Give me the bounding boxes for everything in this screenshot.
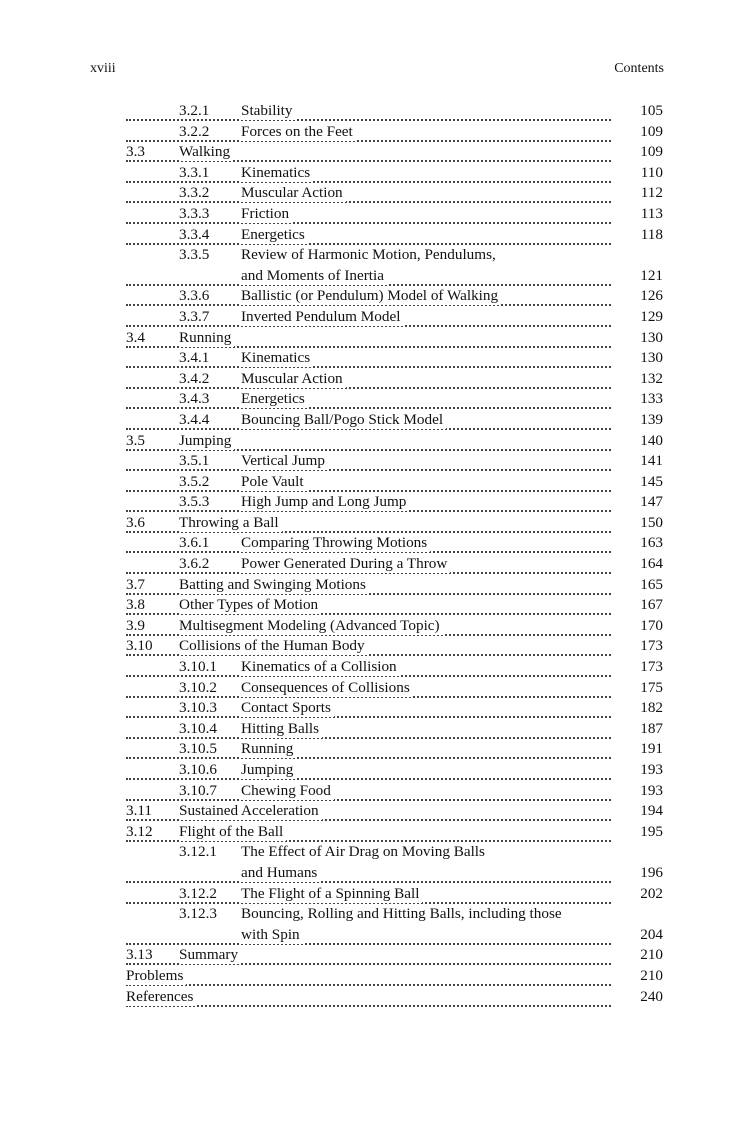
table-of-contents — [126, 101, 663, 1007]
section-number: 3.4.2 — [179, 369, 210, 387]
section-title: and Humans — [241, 864, 320, 882]
section-title: Hitting Balls — [241, 720, 322, 738]
section-number: 3.12 — [126, 822, 153, 840]
toc-entry[interactable] — [126, 328, 663, 349]
section-number: 3.3.6 — [179, 287, 210, 305]
page-number: 150 — [636, 514, 663, 532]
section-title: Bouncing Ball/Pogo Stick Model — [241, 411, 446, 429]
page-number: 118 — [637, 226, 663, 244]
section-number: 3.3.5 — [179, 246, 210, 264]
section-number: 3.12.1 — [179, 843, 217, 861]
toc-entry[interactable] — [126, 554, 663, 575]
toc-entry[interactable] — [126, 204, 663, 225]
section-number: 3.10.5 — [179, 740, 217, 758]
page-number: 173 — [636, 637, 663, 655]
section-title: Kinematics of a Collision — [241, 658, 400, 676]
section-title: The Effect of Air Drag on Moving Balls — [241, 843, 488, 861]
page-number: 113 — [637, 205, 663, 223]
toc-entry[interactable] — [126, 575, 663, 596]
section-title: Throwing a Ball — [179, 514, 282, 532]
toc-entry[interactable] — [126, 245, 663, 266]
toc-entry[interactable] — [126, 101, 663, 122]
section-number: 3.10.3 — [179, 699, 217, 717]
section-title: Contact Sports — [241, 699, 334, 717]
section-title: with Spin — [241, 926, 303, 944]
section-title: Kinematics — [241, 164, 313, 182]
section-number: 3.5.2 — [179, 472, 210, 490]
section-title: Batting and Swinging Motions — [179, 576, 369, 594]
section-title: and Moments of Inertia — [241, 267, 387, 285]
page-number: 165 — [636, 576, 663, 594]
page-number: 193 — [636, 761, 663, 779]
section-number: 3.3.4 — [179, 225, 210, 243]
page-number: 132 — [636, 370, 663, 388]
section-title: Consequences of Collisions — [241, 679, 413, 697]
section-title: Bouncing, Rolling and Hitting Balls, including those — [241, 905, 565, 923]
section-number: 3.2.1 — [179, 102, 210, 119]
page-number: 173 — [636, 658, 663, 676]
toc-entry[interactable] — [126, 801, 663, 822]
page-number: 109 — [636, 143, 663, 161]
toc-entry[interactable] — [126, 904, 663, 925]
toc-entry[interactable] — [126, 966, 663, 987]
section-number: 3.12.3 — [179, 905, 217, 923]
section-title: Chewing Food — [241, 782, 334, 800]
page-number: 140 — [636, 432, 663, 450]
section-title: Sustained Acceleration — [179, 802, 322, 820]
page-number: 105 — [636, 102, 663, 120]
toc-entry[interactable] — [126, 369, 663, 390]
section-number: 3.10.2 — [179, 678, 217, 696]
section-number: 3.3 — [126, 143, 145, 161]
page-number: 130 — [636, 349, 663, 367]
toc-entry[interactable] — [126, 945, 663, 966]
section-title: Running — [179, 329, 234, 347]
section-number: 3.5.1 — [179, 452, 210, 470]
section-title: Vertical Jump — [241, 452, 328, 470]
page-number: 139 — [636, 411, 663, 429]
section-number: 3.5.3 — [179, 493, 210, 511]
toc-entry[interactable] — [126, 739, 663, 760]
toc-entry[interactable] — [126, 492, 663, 513]
page-number: 202 — [636, 885, 663, 903]
toc-entry[interactable] — [126, 513, 663, 534]
section-title: Inverted Pendulum Model — [241, 308, 403, 326]
section-title: Summary — [179, 946, 241, 964]
section-title: Flight of the Ball — [179, 823, 286, 841]
section-number: 3.4.3 — [179, 390, 210, 408]
section-number: 3.6 — [126, 513, 145, 531]
toc-entry[interactable] — [126, 533, 663, 554]
section-title: Stability — [241, 102, 295, 120]
section-title: Power Generated During a Throw — [241, 555, 450, 573]
section-title: Review of Harmonic Motion, Pendulums, — [241, 246, 499, 264]
page-number: 175 — [636, 679, 663, 697]
section-number: 3.4.1 — [179, 349, 210, 367]
section-title: Problems — [126, 967, 186, 985]
toc-entry[interactable] — [126, 142, 663, 163]
toc-entry[interactable] — [126, 595, 663, 616]
section-title: High Jump and Long Jump — [241, 493, 409, 511]
section-number: 3.11 — [126, 802, 153, 820]
toc-entry[interactable] — [126, 389, 663, 410]
section-number: 3.10.1 — [179, 658, 217, 676]
page-number: 195 — [636, 823, 663, 841]
page-number: 145 — [636, 473, 663, 491]
page-number: 182 — [636, 699, 663, 717]
page-number: 204 — [636, 926, 663, 944]
section-number: 3.10.6 — [179, 761, 217, 778]
toc-entry[interactable] — [126, 657, 663, 678]
page-number: 126 — [636, 287, 663, 305]
page-number: 164 — [636, 555, 663, 573]
toc-entry[interactable] — [126, 925, 663, 946]
page-number: 194 — [636, 802, 663, 820]
section-number: 3.9 — [126, 616, 145, 634]
page-number: 191 — [636, 740, 663, 758]
page-number: 163 — [636, 534, 663, 552]
toc-entry[interactable] — [126, 678, 663, 699]
page-number: 109 — [636, 123, 663, 141]
section-number: 3.3.2 — [179, 184, 210, 202]
toc-entry[interactable] — [126, 781, 663, 802]
toc-entry[interactable] — [126, 163, 663, 184]
section-title: Pole Vault — [241, 473, 307, 491]
page-number: 129 — [636, 308, 663, 326]
section-title: Friction — [241, 205, 292, 223]
page-number: 110 — [637, 164, 663, 182]
page-number: 141 — [636, 452, 663, 470]
toc-entry[interactable] — [126, 616, 663, 637]
toc-entry[interactable] — [126, 348, 663, 369]
running-header-page-number: xviii — [90, 61, 116, 76]
section-title: Other Types of Motion — [179, 596, 321, 614]
section-title: Multisegment Modeling (Advanced Topic) — [179, 617, 443, 635]
toc-entry[interactable] — [126, 431, 663, 452]
section-number: 3.10.4 — [179, 719, 217, 737]
dot-leader — [126, 877, 611, 883]
section-title: Energetics — [241, 226, 308, 244]
toc-entry[interactable] — [126, 307, 663, 328]
section-title: Forces on the Feet — [241, 123, 356, 141]
toc-entry[interactable] — [126, 987, 663, 1008]
toc-entry[interactable] — [126, 760, 663, 781]
running-header-title: Contents — [614, 61, 664, 76]
section-title: Energetics — [241, 390, 308, 408]
section-number: 3.5 — [126, 431, 145, 449]
section-title: The Flight of a Spinning Ball — [241, 885, 422, 903]
toc-entry[interactable] — [126, 183, 663, 204]
page-number: 196 — [636, 864, 663, 882]
section-number: 3.4.4 — [179, 410, 210, 428]
section-number: 3.6.1 — [179, 534, 210, 552]
section-number: 3.6.2 — [179, 555, 210, 573]
page-number: 147 — [636, 493, 663, 511]
toc-entry[interactable] — [126, 451, 663, 472]
section-number: 3.12.2 — [179, 884, 217, 902]
toc-entry[interactable] — [126, 266, 663, 287]
toc-entry[interactable] — [126, 822, 663, 843]
section-number: 3.3.7 — [179, 307, 210, 325]
page-number: 133 — [636, 390, 663, 408]
toc-entry[interactable] — [126, 884, 663, 905]
toc-entry[interactable] — [126, 286, 663, 307]
toc-entry[interactable] — [126, 472, 663, 493]
toc-entry[interactable] — [126, 698, 663, 719]
dot-leader — [126, 1001, 611, 1007]
section-number: 3.3.3 — [179, 204, 210, 222]
page-number: 121 — [636, 267, 663, 285]
section-number: 3.4 — [126, 328, 145, 346]
section-title: Muscular Action — [241, 370, 346, 388]
section-number: 3.10.7 — [179, 781, 217, 799]
dot-leader — [126, 980, 611, 986]
section-title: Collisions of the Human Body — [179, 637, 368, 655]
section-title: References — [126, 988, 196, 1006]
page-number: 210 — [636, 946, 663, 964]
page-number: 240 — [636, 988, 663, 1006]
section-number: 3.7 — [126, 575, 145, 593]
page-number: 112 — [637, 184, 663, 202]
section-number: 3.3.1 — [179, 163, 210, 181]
section-title: Kinematics — [241, 349, 313, 367]
toc-entry[interactable] — [126, 225, 663, 246]
section-number: 3.10 — [126, 637, 153, 655]
toc-entry[interactable] — [126, 863, 663, 884]
section-number: 3.13 — [126, 946, 153, 964]
page-number: 167 — [636, 596, 663, 614]
page-number: 193 — [636, 782, 663, 800]
toc-entry[interactable] — [126, 636, 663, 657]
section-title: Jumping — [241, 761, 296, 779]
dot-leader — [126, 939, 611, 945]
section-title: Comparing Throwing Motions — [241, 534, 430, 552]
section-number: 3.8 — [126, 596, 145, 614]
page-number: 130 — [636, 329, 663, 347]
section-title: Jumping — [179, 432, 234, 450]
page-number: 187 — [636, 720, 663, 738]
toc-entry[interactable] — [126, 410, 663, 431]
toc-entry[interactable] — [126, 719, 663, 740]
section-title: Ballistic (or Pendulum) Model of Walking — [241, 287, 501, 305]
toc-entry[interactable] — [126, 122, 663, 143]
section-title: Running — [241, 740, 296, 758]
page-number: 170 — [636, 617, 663, 635]
page-number: 210 — [636, 967, 663, 985]
section-title: Walking — [179, 143, 233, 161]
section-title: Muscular Action — [241, 184, 346, 202]
toc-entry[interactable] — [126, 842, 663, 863]
section-number: 3.2.2 — [179, 122, 210, 140]
